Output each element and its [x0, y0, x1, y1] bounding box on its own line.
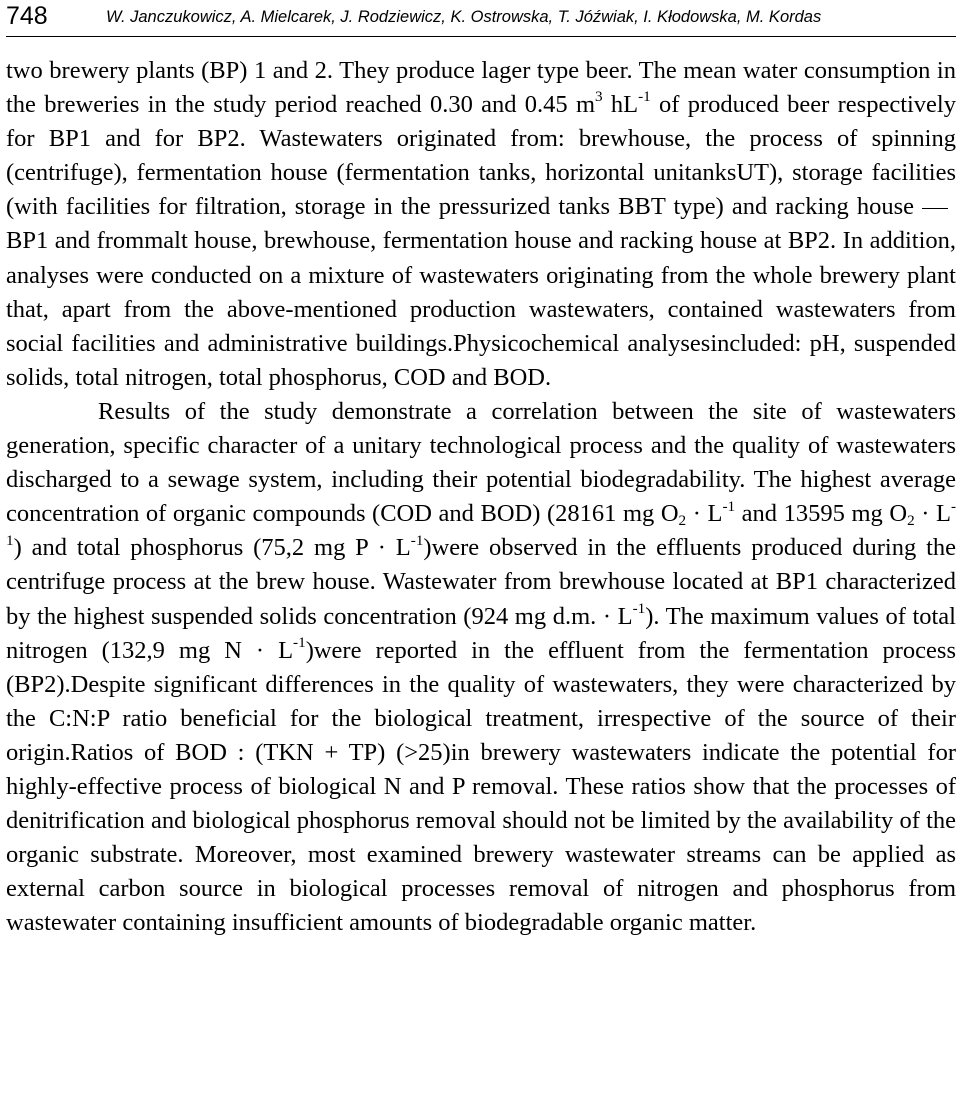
- text-run: )were reported in the effluent from the fermentation process (BP2).Despite significant differences in the quality of wastewaters, they were characterized by the C:N:P ratio beneficial for the biological treatment, irrespective of the source of their origin.Ratios of BOD : (TKN + TP) (>25)in brewery wastewaters indicate the potential for highly-effective process of biological N and P removal. These ratios show that the processes of denitrification and biological phosphorus removal should not be limited by the availability of the organic substrate. Moreover, most examined brewery wastewater streams can be applied as external carbon source in biological processes removal of nitrogen and phosphorus from wastewater containing insufficient amounts of biodegradable organic matter.: [6, 636, 956, 937]
- superscript: 3: [595, 88, 603, 106]
- running-header: [6, 0, 956, 37]
- page-number: 748: [6, 2, 48, 30]
- paragraph-methods: [6, 54, 956, 395]
- superscript: -1: [6, 497, 957, 549]
- text-run: two brewery plants (BP) 1 and 2. They produce lager type beer. The mean water consumption in the breweries in the study period reached 0.30 and 0.45 m: [6, 57, 956, 119]
- text-run: BP1 and frommalt house, brewhouse, fermentation house and racking house at BP2. In addition, analyses were conducted on a mixture of wastewaters originating from the whole brewery plant that, apart from the above-mentioned production wastewaters, contained wastewaters from social facilities and administrative buildings.Physicochemical analysesincluded: pH, suspended solids, total nitrogen, total phosphorus, COD and BOD.: [6, 227, 956, 391]
- text-run: and 13595 mg O: [735, 500, 908, 528]
- text-run: · L: [686, 500, 723, 528]
- text-run: · L: [914, 500, 951, 528]
- body-text: [6, 54, 956, 940]
- text-run: of produced beer respectively for BP1 and for BP2. Wastewaters originated from: brewhouse, the process of spinning (centrifuge), fermentation house (fermentation tanks, horizontal unitanksUT), storage facilities (with facilities for filtration, storage in the pressurized tanks BBT type) and racking house: [6, 91, 956, 221]
- text-run: ). The maximum values of total nitrogen (132,9 mg N · L: [6, 602, 956, 664]
- subscript: 2: [678, 512, 687, 530]
- superscript: -1: [632, 599, 646, 617]
- superscript: -1: [410, 531, 424, 549]
- subscript: 2: [907, 512, 915, 530]
- superscript: -1: [293, 633, 306, 651]
- text-run: Results of the study demonstrate a correlation between the site of wastewaters generation, specific character of a unitary technological process and the quality of wastewaters discharged to a sewage system, including their potential biodegradability. The highest average concentration of organic compounds (COD and BOD) (28161 mg O: [6, 397, 956, 528]
- superscript: -1: [722, 497, 736, 515]
- superscript: -1: [638, 88, 651, 106]
- author-list: W. Janczukowicz, A. Mielcarek, J. Rodziewicz, K. Ostrowska, T. Jóźwiak, I. Kłodowska, M. Kordas: [106, 8, 822, 26]
- text-run: ) and total phosphorus (75,2 mg P · L: [13, 534, 411, 562]
- text-run: hL: [602, 91, 639, 119]
- paragraph-results: [6, 395, 956, 941]
- text-run: )were observed in the effluents produced during the centrifuge process at the brew house. Wastewater from brewhouse located at BP1 characterized by the highest suspended solids concentration (924 mg d.m. · L: [6, 534, 956, 630]
- dash-rule: [922, 208, 948, 209]
